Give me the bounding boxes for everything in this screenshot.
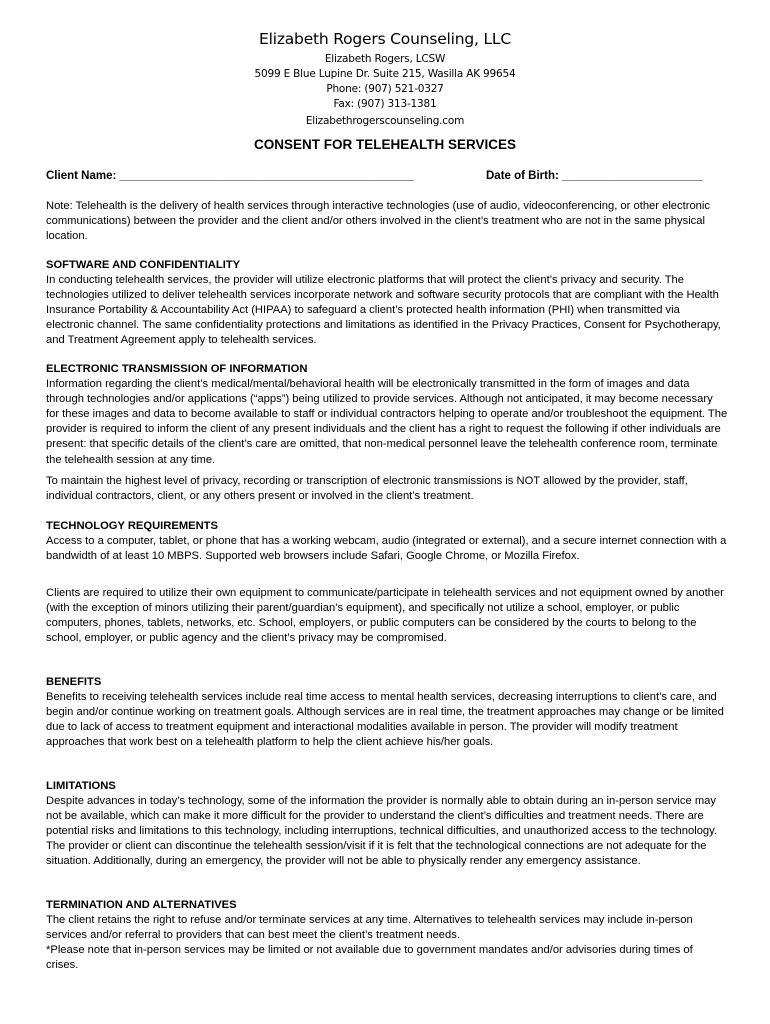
note-paragraph: Note: Telehealth is the delivery of health services through interactive technologies (use of audio, videoconferencing, or other electronic communications) between the provider and the client and/or others involved in the client’s treatment who are not in the same physical location. (46, 200, 710, 243)
practice-address: 5099 E Blue Lupine Dr. Suite 215, Wasilla AK 99654 (254, 68, 516, 80)
section-paragraph: To maintain the highest level of privacy, recording or transcription of electronic transmissions is NOT allowed by the provider, staff, individual contractors, client, or any others present or involved in the client’s treatment. (46, 475, 688, 503)
section-paragraph: *Please note that in-person services may be limited or not available due to government mandates and/or advisories during times of crises. (46, 944, 693, 972)
section-paragraph: Information regarding the client’s medical/mental/behavioral health will be electronically transmitted in the form of images and data through technologies and/or applications (“apps”) being utilized to provide services. Although not anticipated, it may become necessary for these images and data to become available to staff or individual contractors helping to operate and/or troubleshoot the equipment. The provider is required to inform the client of any present individuals and the client has a right to request the following if other individuals are present: that specific details of the client’s care are omitted, that non-medical personnel leave the telehealth conference room, terminate the telehealth session at any time. (46, 378, 728, 466)
section-paragraph: Despite advances in today’s technology, some of the information the provider is normally able to obtain during an in-person service may not be available, which can make it more difficult for the provider to understand the client’s difficulties and treatment needs. There are potential risks and limitations to this technology, including interruptions, technical difficulties, and unauthorized access to the technology. The provider or client can discontinue the telehealth session/visit if it is felt that the technological connections are not adequate for the situation. Additionally, during an emergency, the provider will not be able to physically render any emergency assistance. (46, 795, 718, 868)
section-paragraph: In conducting telehealth services, the provider will utilize electronic platforms that will protect the client’s privacy and security. The technologies utilized to deliver telehealth services incorporate network and software security protocols that are compliant with the Health Insurance Portability & Accountability Act (HIPAA) to safeguard a client’s protected health information (PHI) when transmitted via electronic channel. The same confidentiality protections and limitations as identified in the Privacy Practices, Consent for Psychotherapy, and Treatment Agreement apply to telehealth services. (46, 274, 721, 347)
section-paragraph: Benefits to receiving telehealth services include real time access to mental health services, decreasing interruptions to client’s care, and begin and/or continue working on treatment goals. Although services are in real time, the treatment approaches may change or be limited due to lack of access to treatment equipment and interactional modalities available in person. The provider will modify treatment approaches that work best on a telehealth platform to help the client achieve his/her goals. (46, 691, 724, 749)
section-software-confidentiality (46, 258, 728, 349)
telehealth-note (46, 199, 728, 244)
section-paragraph: Clients are required to utilize their own equipment to communicate/participate in telehealth services and not equipment owned by another (with the exception of minors utilizing their parent/guardian’s equipment), and specifically not utilize a school, employer, or public computers, phones, tablets, networks, etc. School, employers, or public computers can be considered by the courts to belong to the school, employer, or public agency and the client’s privacy may be compromised. (46, 587, 724, 645)
section-technology-equipment (46, 586, 728, 646)
practice-website: Elizabethrogerscounseling.com (305, 115, 465, 127)
section-termination-alternatives (46, 898, 728, 973)
section-heading: TERMINATION AND ALTERNATIVES (46, 899, 237, 911)
section-paragraph: Access to a computer, tablet, or phone that has a working webcam, audio (integrated or external), and a secure internet connection with a bandwidth of at least 10 MBPS. Supported web browsers include Safari, Google Chrome, or Mozilla Firefox. (46, 535, 727, 563)
section-paragraph: The client retains the right to refuse and/or terminate services at any time. Alternatives to telehealth services may include in-person services and/or referral to providers that can best meet the client’s treatment needs. (46, 914, 693, 942)
section-electronic-transmission-privacy (46, 474, 728, 504)
section-technology-requirements (46, 519, 728, 564)
practice-phone: Phone: (907) 521-0327 (326, 83, 444, 95)
practice-name: Elizabeth Rogers Counseling, LLC (259, 30, 511, 48)
section-heading: TECHNOLOGY REQUIREMENTS (46, 520, 218, 532)
client-info-row (46, 170, 726, 182)
date-of-birth-field[interactable]: Date of Birth: ______________________ (486, 170, 703, 182)
provider-name: Elizabeth Rogers, LCSW (324, 53, 446, 65)
section-heading: SOFTWARE AND CONFIDENTIALITY (46, 259, 241, 271)
section-heading: ELECTRONIC TRANSMISSION OF INFORMATION (46, 363, 308, 375)
section-limitations (46, 779, 728, 870)
practice-fax: Fax: (907) 313-1381 (333, 98, 437, 110)
section-heading: BENEFITS (46, 676, 102, 688)
client-name-field[interactable]: Client Name: ______________________________________________ (46, 170, 414, 182)
document-title: CONSENT FOR TELEHEALTH SERVICES (253, 137, 517, 152)
section-benefits (46, 675, 728, 750)
section-heading: LIMITATIONS (46, 780, 116, 792)
section-electronic-transmission (46, 362, 728, 468)
